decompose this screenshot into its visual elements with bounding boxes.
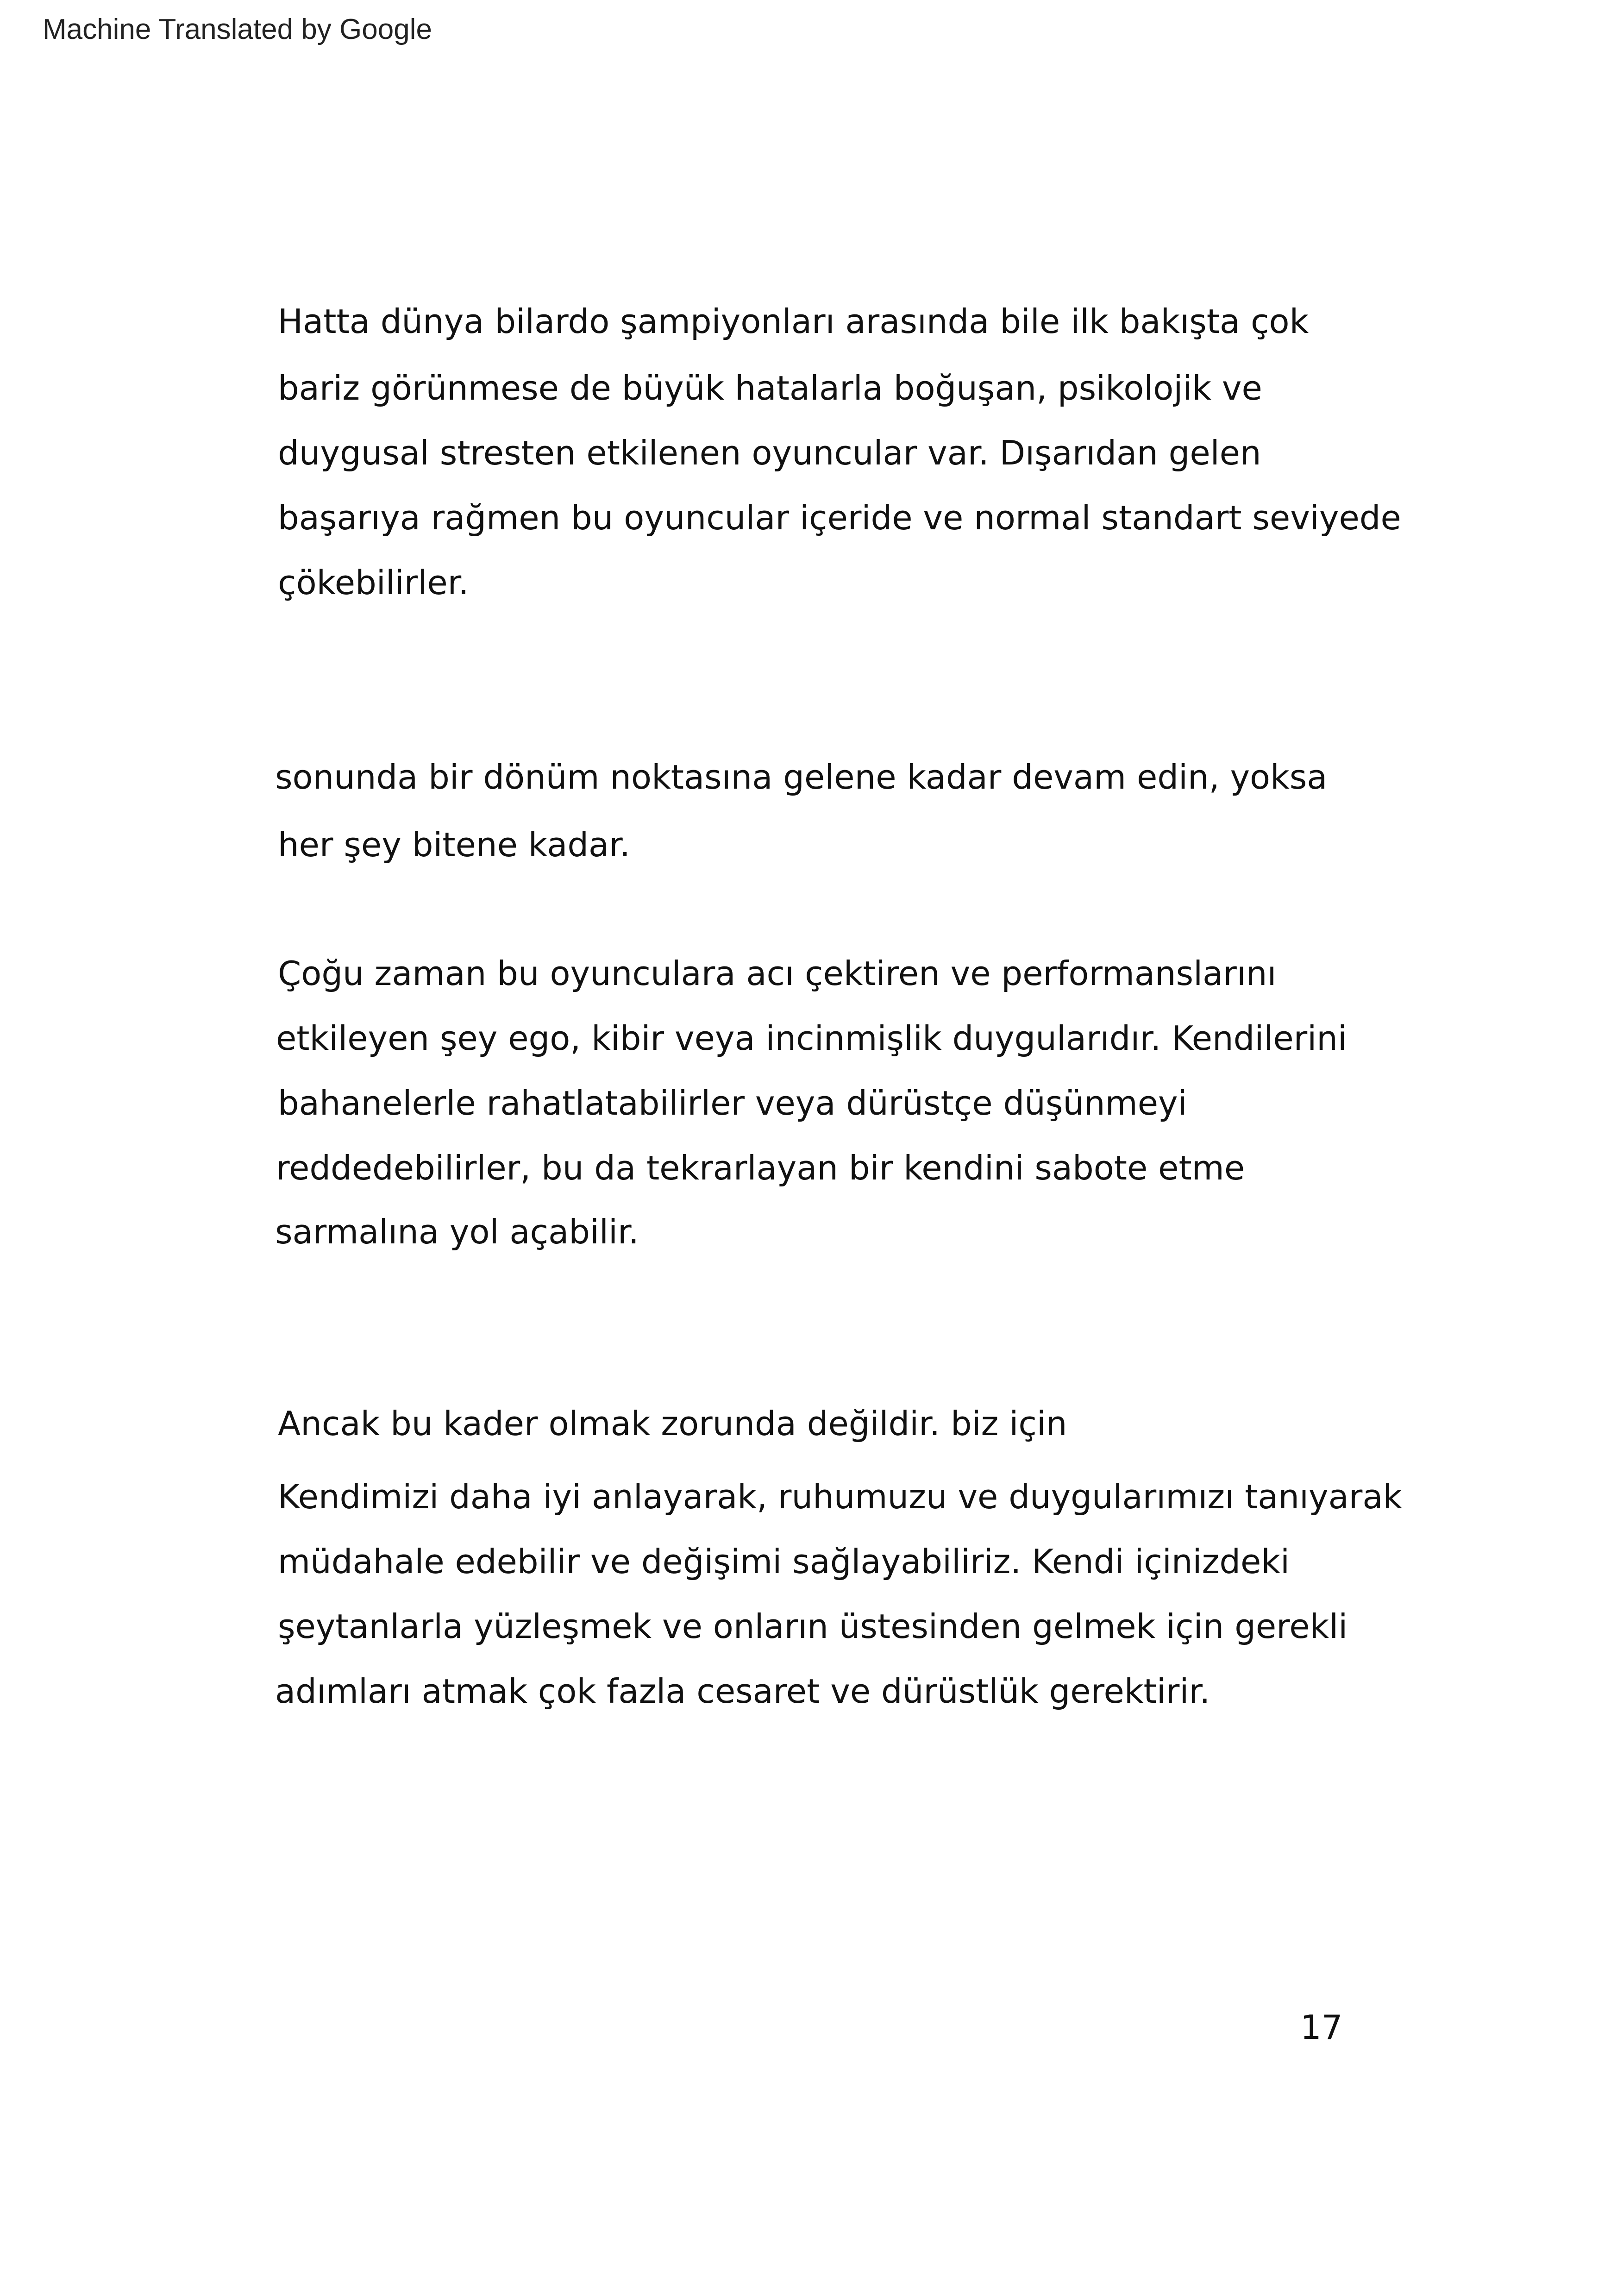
paragraph-4-line-5: adımları atmak çok fazla cesaret ve dürüstlük gerektirir. — [275, 1672, 1210, 1711]
paragraph-4-line-3: müdahale edebilir ve değişimi sağlayabiliriz. Kendi içinizdeki — [278, 1542, 1290, 1581]
paragraph-1-line-2: bariz görünmese de büyük hatalarla boğuşan, psikolojik ve — [278, 369, 1262, 408]
paragraph-2-line-2: her şey bitene kadar. — [278, 825, 631, 864]
paragraph-3-line-2: etkileyen şey ego, kibir veya incinmişlik duygularıdır. Kendilerini — [276, 1019, 1347, 1058]
machine-translation-banner: Machine Translated by Google — [43, 13, 432, 45]
paragraph-3-line-5: sarmalına yol açabilir. — [275, 1212, 639, 1251]
paragraph-4-line-1: Ancak bu kader olmak zorunda değildir. biz için — [278, 1404, 1067, 1443]
page-number: 17 — [1300, 2008, 1343, 2047]
paragraph-1-line-3: duygusal stresten etkilenen oyuncular var. Dışarıdan gelen — [278, 433, 1261, 472]
paragraph-1-line-5: çökebilirler. — [278, 563, 469, 602]
paragraph-1-line-1: Hatta dünya bilardo şampiyonları arasında bile ilk bakışta çok — [278, 302, 1309, 341]
paragraph-1-line-4: başarıya rağmen bu oyuncular içeride ve normal standart seviyede — [278, 498, 1401, 537]
paragraph-2-line-1: sonunda bir dönüm noktasına gelene kadar devam edin, yoksa — [275, 758, 1328, 797]
paragraph-4-line-4: şeytanlarla yüzleşmek ve onların üstesinden gelmek için gerekli — [278, 1607, 1348, 1646]
paragraph-4-line-2: Kendimizi daha iyi anlayarak, ruhumuzu ve duygularımızı tanıyarak — [278, 1477, 1403, 1516]
paragraph-3-line-1: Çoğu zaman bu oyunculara acı çektiren ve performanslarını — [278, 954, 1277, 993]
paragraph-3-line-4: reddedebilirler, bu da tekrarlayan bir kendini sabote etme — [276, 1148, 1245, 1187]
paragraph-3-line-3: bahanelerle rahatlatabilirler veya dürüstçe düşünmeyi — [278, 1084, 1187, 1123]
